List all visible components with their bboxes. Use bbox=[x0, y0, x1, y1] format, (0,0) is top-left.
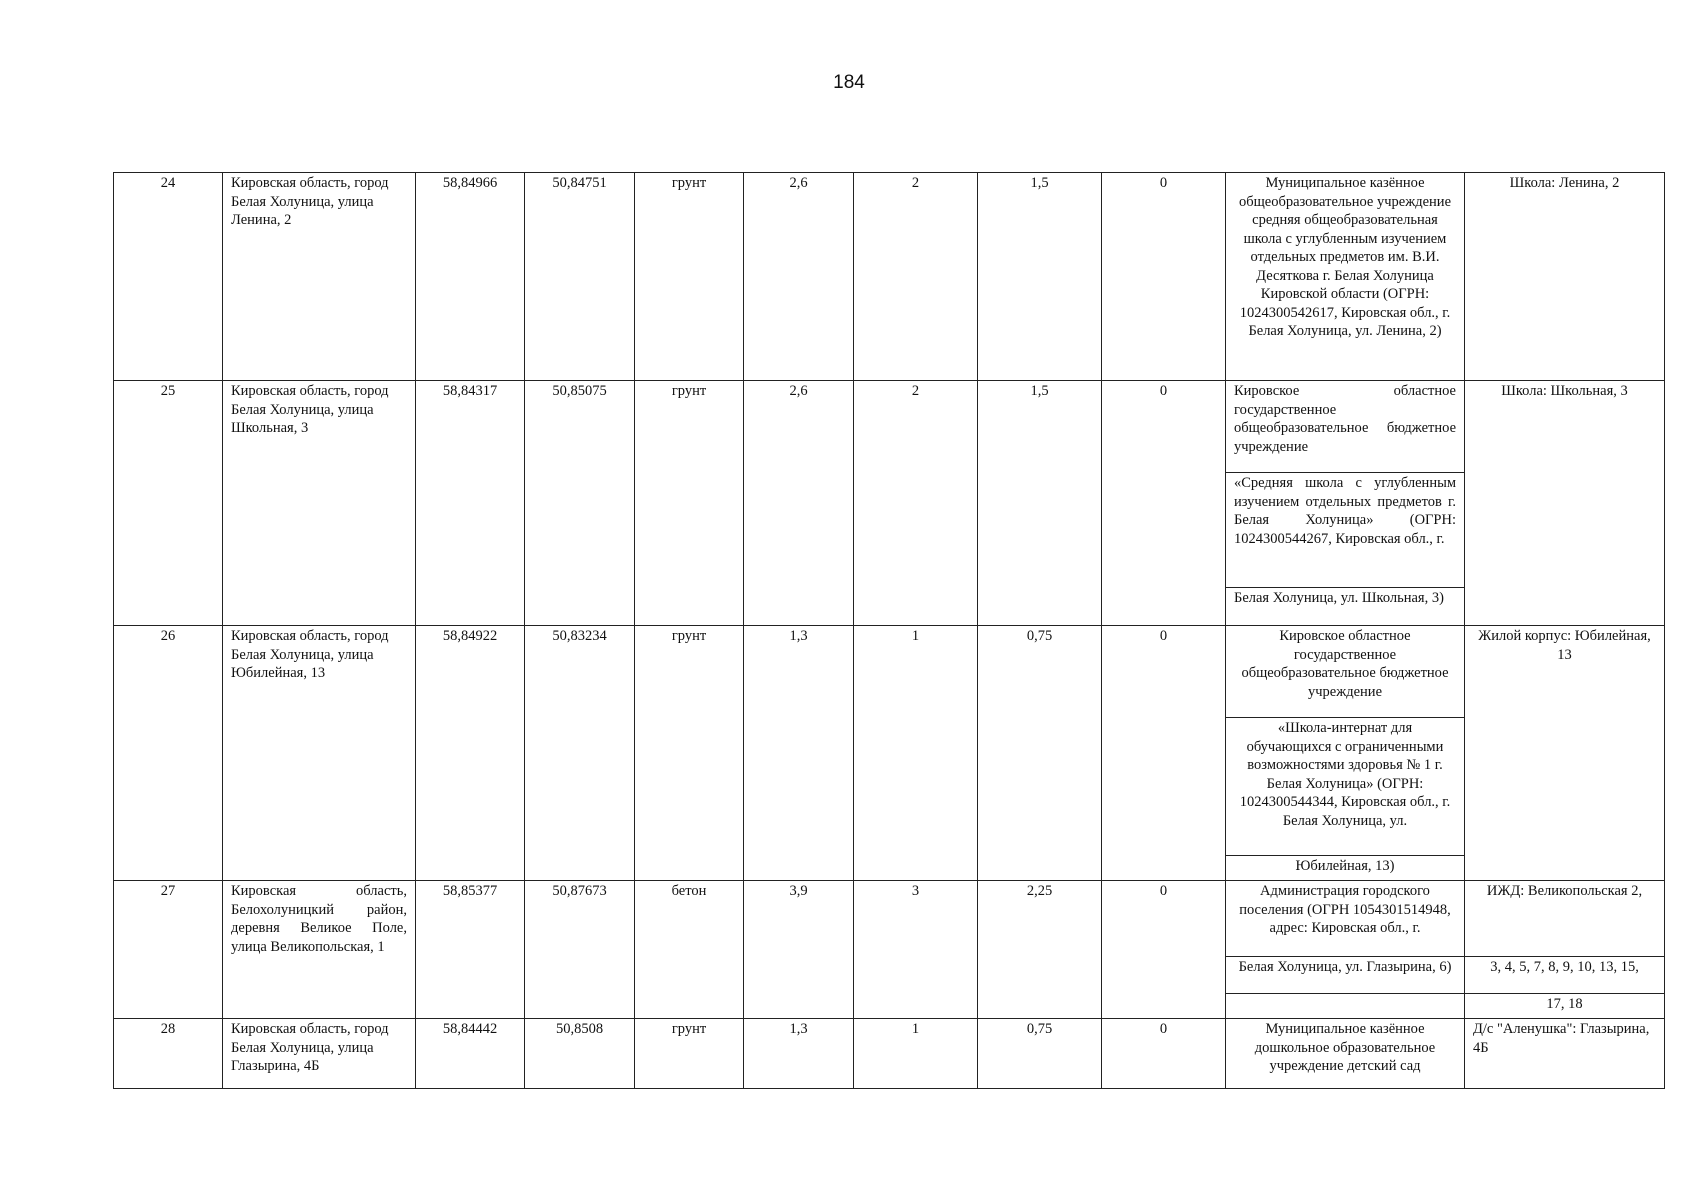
site-area: 2,6 bbox=[744, 173, 854, 381]
site-address: Кировская область, Белохолуницкий район, деревня Великое Поле, улица Великопольская, 1 bbox=[223, 881, 416, 1019]
extra-count: 0 bbox=[1102, 881, 1226, 1019]
owner-info: Муниципальное казённое общеобразовательное учреждение средняя общеобразовательная школа с углубленным изучением отдельных предметов им. В.И. Десяткова г. Белая Холуница Кировской области (ОГРН: 1024300542617, Кировская обл., г. Белая Холуница, ул. Ленина, 2) bbox=[1226, 173, 1465, 381]
surface-type: бетон bbox=[635, 881, 744, 1019]
owner-info: Кировское областное государственное общеобразовательное бюджетное учреждение bbox=[1226, 381, 1465, 473]
extra-count: 0 bbox=[1102, 381, 1226, 626]
waste-sources: 17, 18 bbox=[1465, 994, 1665, 1019]
extra-count: 0 bbox=[1102, 173, 1226, 381]
container-count: 2 bbox=[854, 173, 978, 381]
surface-type: грунт bbox=[635, 173, 744, 381]
owner-info: Муниципальное казённое дошкольное образовательное учреждение детский сад bbox=[1226, 1019, 1465, 1089]
latitude: 58,84317 bbox=[416, 381, 525, 626]
surface-type: грунт bbox=[635, 381, 744, 626]
longitude: 50,84751 bbox=[525, 173, 635, 381]
waste-sources: Школа: Ленина, 2 bbox=[1465, 173, 1665, 381]
table-row bbox=[114, 381, 1665, 473]
site-address: Кировская область, город Белая Холуница, улица Ленина, 2 bbox=[223, 173, 416, 381]
page-number: 184 bbox=[833, 72, 865, 93]
owner-info bbox=[1226, 994, 1465, 1019]
site-address: Кировская область, город Белая Холуница, улица Юбилейная, 13 bbox=[223, 626, 416, 881]
waste-sites-table bbox=[113, 172, 1665, 1089]
container-count: 2 bbox=[854, 381, 978, 626]
waste-sources: Д/с "Аленушка": Глазырина, 4Б bbox=[1465, 1019, 1665, 1089]
container-count: 1 bbox=[854, 626, 978, 881]
owner-info: Юбилейная, 13) bbox=[1226, 856, 1465, 881]
container-volume: 0,75 bbox=[978, 1019, 1102, 1089]
table-row bbox=[114, 173, 1665, 381]
row-number: 26 bbox=[114, 626, 223, 881]
longitude: 50,87673 bbox=[525, 881, 635, 1019]
row-number: 25 bbox=[114, 381, 223, 626]
container-volume: 1,5 bbox=[978, 173, 1102, 381]
owner-info: Белая Холуница, ул. Школьная, 3) bbox=[1226, 588, 1465, 626]
site-area: 3,9 bbox=[744, 881, 854, 1019]
waste-sources: 3, 4, 5, 7, 8, 9, 10, 13, 15, bbox=[1465, 957, 1665, 994]
surface-type: грунт bbox=[635, 626, 744, 881]
longitude: 50,85075 bbox=[525, 381, 635, 626]
latitude: 58,84442 bbox=[416, 1019, 525, 1089]
table-row bbox=[114, 626, 1665, 718]
waste-sources: Школа: Школьная, 3 bbox=[1465, 381, 1665, 626]
table-row bbox=[114, 1019, 1665, 1089]
owner-info: «Средняя школа с углубленным изучением отдельных предметов г. Белая Холуница» (ОГРН: 1024300544267, Кировская обл., г. bbox=[1226, 473, 1465, 588]
longitude: 50,83234 bbox=[525, 626, 635, 881]
row-number: 27 bbox=[114, 881, 223, 1019]
waste-sources: Жилой корпус: Юбилейная, 13 bbox=[1465, 626, 1665, 881]
longitude: 50,8508 bbox=[525, 1019, 635, 1089]
container-count: 3 bbox=[854, 881, 978, 1019]
container-volume: 0,75 bbox=[978, 626, 1102, 881]
site-address: Кировская область, город Белая Холуница, улица Школьная, 3 bbox=[223, 381, 416, 626]
owner-info: Белая Холуница, ул. Глазырина, 6) bbox=[1226, 957, 1465, 994]
extra-count: 0 bbox=[1102, 1019, 1226, 1089]
latitude: 58,85377 bbox=[416, 881, 525, 1019]
latitude: 58,84922 bbox=[416, 626, 525, 881]
container-volume: 1,5 bbox=[978, 381, 1102, 626]
site-area: 1,3 bbox=[744, 626, 854, 881]
surface-type: грунт bbox=[635, 1019, 744, 1089]
row-number: 24 bbox=[114, 173, 223, 381]
owner-info: «Школа-интернат для обучающихся с ограниченными возможностями здоровья № 1 г. Белая Холуница» (ОГРН: 1024300544344, Кировская обл., г. Белая Холуница, ул. bbox=[1226, 718, 1465, 856]
site-address: Кировская область, город Белая Холуница, улица Глазырина, 4Б bbox=[223, 1019, 416, 1089]
site-area: 2,6 bbox=[744, 381, 854, 626]
container-volume: 2,25 bbox=[978, 881, 1102, 1019]
owner-info: Администрация городского поселения (ОГРН 1054301514948, адрес: Кировская обл., г. bbox=[1226, 881, 1465, 957]
container-count: 1 bbox=[854, 1019, 978, 1089]
owner-info: Кировское областное государственное общеобразовательное бюджетное учреждение bbox=[1226, 626, 1465, 718]
extra-count: 0 bbox=[1102, 626, 1226, 881]
table-row bbox=[114, 881, 1665, 957]
waste-sources: ИЖД: Великопольская 2, bbox=[1465, 881, 1665, 957]
site-area: 1,3 bbox=[744, 1019, 854, 1089]
latitude: 58,84966 bbox=[416, 173, 525, 381]
row-number: 28 bbox=[114, 1019, 223, 1089]
